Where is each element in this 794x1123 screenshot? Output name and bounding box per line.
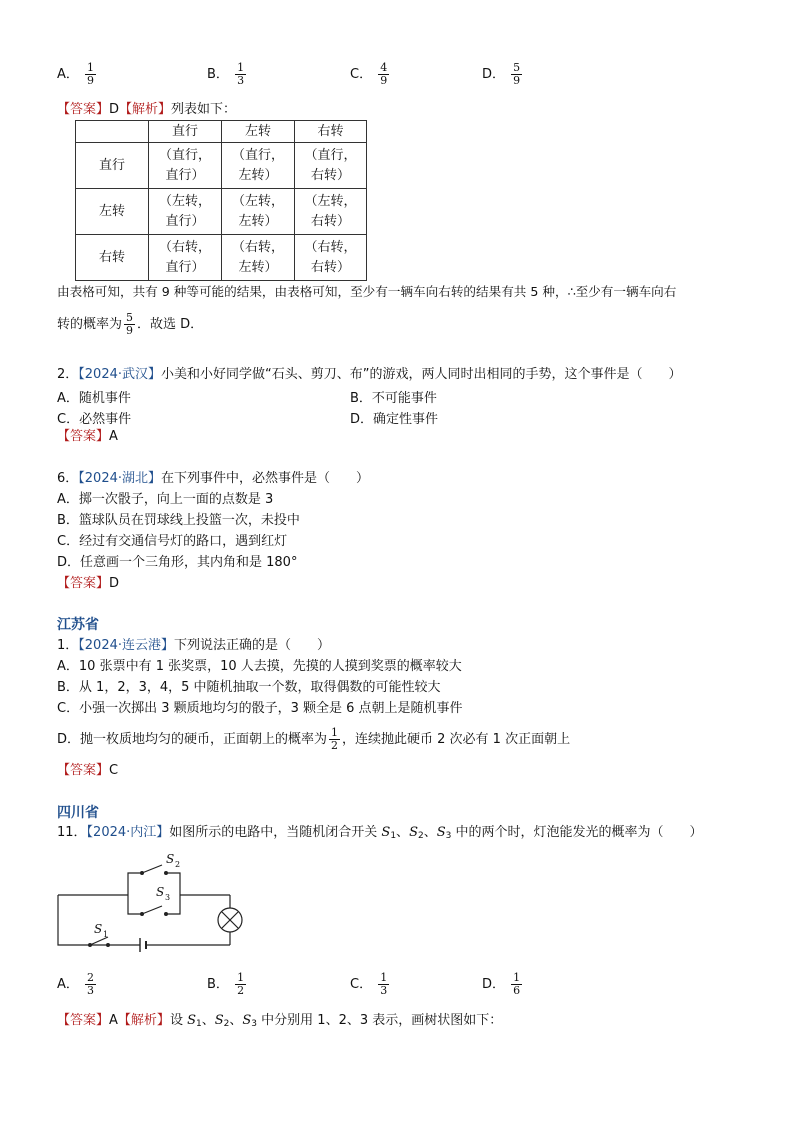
q6-stem: 6．【2024·湖北】在下列事件中，必然事件是（ ） [57,471,370,486]
table-row [76,189,367,235]
conclusion-fraction: $\frac{5}{9}$ [126,311,134,337]
q2-option-a: A．随机事件 [57,391,131,406]
q11-source-tag: 【2024·内江】 [86,825,170,840]
q11-option-b: B． $\frac{1}{2}$ [207,971,245,997]
q1js-option-a: A．10 张票中有 1 张奖票，10 人去摸，先摸的人摸到奖票的概率较大 [57,659,462,674]
option-c: C． $\frac{4}{9}$ [350,61,388,87]
switch-s2-lever [142,865,162,873]
q6-option-a: A．掷一次骰子，向上一面的点数是 3 [57,492,274,507]
label-s1-sub: 1 [103,930,109,939]
q2-source-tag: 【2024·武汉】 [78,367,161,382]
table-row-header: 右转 [76,235,149,281]
table-cell: （左转， 右转） [295,189,367,235]
label-s2-sub: 2 [175,860,181,869]
q2-answer: 【答案】A [57,429,118,444]
label-s3-sub: 3 [165,893,171,902]
table-cell [76,121,149,143]
q11-option-d-fraction: $\frac{1}{6}$ [513,971,521,997]
q6-option-d: D．任意画一个三角形，其内角和是 180° [57,555,298,570]
option-c-fraction: $\frac{4}{9}$ [380,61,388,87]
table-cell: （右转， 左转） [222,235,295,281]
table-header-cell: 直行 [149,121,222,143]
switch-s3-contact [164,912,168,916]
table-cell: （左转， 左转） [222,189,295,235]
table-cell: （直行， 直行） [149,143,222,189]
table-header-cell: 左转 [222,121,295,143]
q2-option-b: B．不可能事件 [350,391,437,406]
option-b: B． $\frac{1}{3}$ [207,61,245,87]
switch-s3-contact [140,912,144,916]
label-s2: S [166,852,175,866]
q1js-option-d: D．抛一枚质地均匀的硬币，正面朝上的概率为 $\frac{1}{2}$ ，连续抛此硬币 2 次必有 1 次正面朝上 [57,726,571,752]
conclusion-line-1: 由表格可知，共有 9 种等可能的结果，由表格可知，至少有一辆车向右转的结果有共 5 种，∴至少有一辆车向右 [57,284,677,299]
option-a: A． $\frac{1}{9}$ [57,61,95,87]
q1js-stem: 1．【2024·连云港】下列说法正确的是（ ） [57,638,331,653]
q6-answer: 【答案】D [57,576,120,591]
branch-s2-right [166,873,180,895]
table-cell: （左转， 直行） [149,189,222,235]
switch-s1-contact [88,943,92,947]
switch-s1-contact [106,943,110,947]
switch-s2-contact [164,871,168,875]
q11-answer-line: 【答案】A【解析】设 $S_1$、$S_2$、$S_3$ 中分别用 1、2、3 表示，画树状图如下： [57,1013,503,1029]
conclusion-line-2: 转的概率为 $\frac{5}{9}$ ．故选 D． [57,311,204,337]
option-a-fraction: $\frac{1}{9}$ [87,61,95,87]
label-s3: S [156,885,165,899]
answer-line: 【答案】D【解析】列表如下： [57,102,237,117]
q1js-source-tag: 【2024·连云港】 [78,638,174,653]
q2-option-d: D．确定性事件 [350,412,439,427]
table-cell: （右转， 直行） [149,235,222,281]
q1js-option-b: B．从 1，2，3，4，5 中随机抽取一个数，取得偶数的可能性较大 [57,680,441,695]
q11-option-a-fraction: $\frac{2}{3}$ [87,971,95,997]
q2-option-c: C．必然事件 [57,412,132,427]
label-s1: S [94,922,103,936]
outcome-table [75,120,367,281]
q11-option-b-fraction: $\frac{1}{2}$ [237,971,245,997]
q6-option-b: B．篮球队员在罚球线上投篮一次，未投中 [57,513,300,528]
q1js-option-d-fraction: $\frac{1}{2}$ [331,726,339,752]
option-b-fraction: $\frac{1}{3}$ [237,61,245,87]
switch-s3-lever [142,906,162,914]
table-cell: （直行， 左转） [222,143,295,189]
q6-source-tag: 【2024·湖北】 [78,471,161,486]
table-row-header: 左转 [76,189,149,235]
circuit-diagram [50,848,260,958]
table-row [76,235,367,281]
table-cell: （直行， 右转） [295,143,367,189]
table-cell: （右转， 右转） [295,235,367,281]
switch-s2-contact [140,871,144,875]
q1js-answer: 【答案】C [57,763,119,778]
table-row-header: 直行 [76,143,149,189]
q1js-option-c: C．小强一次掷出 3 颗质地均匀的骰子，3 颗全是 6 点朝上是随机事件 [57,701,463,716]
q2-stem: 2．【2024·武汉】小美和小好同学做“石头、剪刀、布”的游戏，两人同时出相同的手势，这个事件是（ ） [57,367,682,382]
q11-stem: 11．【2024·内江】如图所示的电路中，当随机闭合开关 $S_1$、$S_2$、$S_3$ 中的两个时，灯泡能发光的概率为（ ） [57,825,703,841]
q11-option-d: D． $\frac{1}{6}$ [482,971,521,997]
section-heading-sichuan: 四川省 [57,805,99,821]
branch-s3-left [128,895,142,914]
option-d-fraction: $\frac{5}{9}$ [513,61,521,87]
table-header-cell: 右转 [295,121,367,143]
q6-option-c: C．经过有交通信号灯的路口，遇到红灯 [57,534,288,549]
q11-option-a: A． $\frac{2}{3}$ [57,971,95,997]
branch-s2-left [128,873,142,895]
q11-option-c-fraction: $\frac{1}{3}$ [380,971,388,997]
table-header-row [76,121,367,143]
section-heading-jiangsu: 江苏省 [57,617,99,633]
table-row [76,143,367,189]
option-d: D． $\frac{5}{9}$ [482,61,521,87]
q11-option-c: C． $\frac{1}{3}$ [350,971,388,997]
